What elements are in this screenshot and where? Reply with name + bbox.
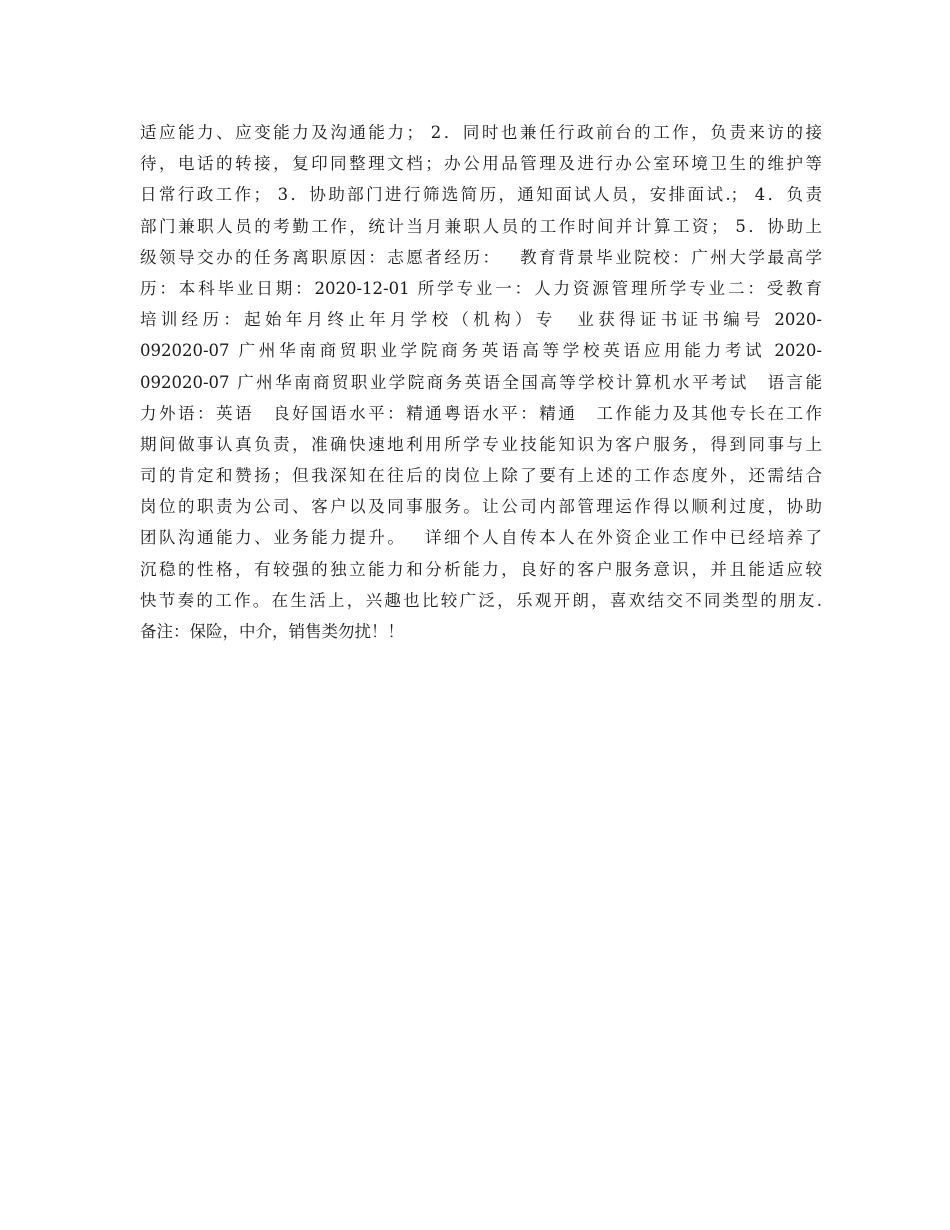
text-line: 培训经历：起始年月终止年月学校（机构）专 业获得证书证书编号 2020-: [140, 310, 822, 330]
text-line: 待，电话的转接，复印同整理文档；办公用品管理及进行办公室环境卫生的维护等: [140, 154, 822, 174]
text-line: 司的肯定和赞扬；但我深知在往后的岗位上除了要有上述的工作态度外，还需结合: [140, 466, 822, 486]
text-line: 级领导交办的任务离职原因：志愿者经历： 教育背景毕业院校：广州大学最高学: [140, 247, 822, 267]
text-line-last: 备注：保险，中介，销售类勿扰！！: [140, 622, 404, 641]
text-line: 力外语：英语 良好国语水平：精通粤语水平：精通 工作能力及其他专长在工作: [140, 403, 822, 423]
text-line: 日常行政工作； 3．协助部门进行筛选简历，通知面试人员，安排面试.； 4．负责: [140, 185, 822, 205]
text-line: 期间做事认真负责，准确快速地利用所学专业技能知识为客户服务，得到同事与上: [140, 434, 822, 454]
document-body-text: [140, 117, 822, 647]
text-line: 092020-07 广州华南商贸职业学院商务英语全国高等学校计算机水平考试 语言能: [140, 372, 822, 392]
text-line: 岗位的职责为公司、客户以及同事服务。让公司内部管理运作得以顺利过度，协助: [140, 497, 822, 517]
text-line: 沉稳的性格，有较强的独立能力和分析能力，良好的客户服务意识，并且能适应较: [140, 559, 822, 579]
text-line: 适应能力、应变能力及沟通能力； 2．同时也兼任行政前台的工作，负责来访的接: [140, 123, 822, 142]
text-line: 快节奏的工作。在生活上，兴趣也比较广泛，乐观开朗，喜欢结交不同类型的朋友.: [140, 590, 822, 610]
text-line: 历：本科毕业日期：2020-12-01 所学专业一：人力资源管理所学专业二：受教育: [140, 278, 822, 298]
text-line: 团队沟通能力、业务能力提升。 详细个人自传本人在外资企业工作中已经培养了: [140, 528, 822, 548]
text-line: 部门兼职人员的考勤工作，统计当月兼职人员的工作时间并计算工资； 5．协助上: [140, 216, 822, 236]
text-line: 092020-07 广州华南商贸职业学院商务英语高等学校英语应用能力考试 2020-: [140, 341, 822, 361]
